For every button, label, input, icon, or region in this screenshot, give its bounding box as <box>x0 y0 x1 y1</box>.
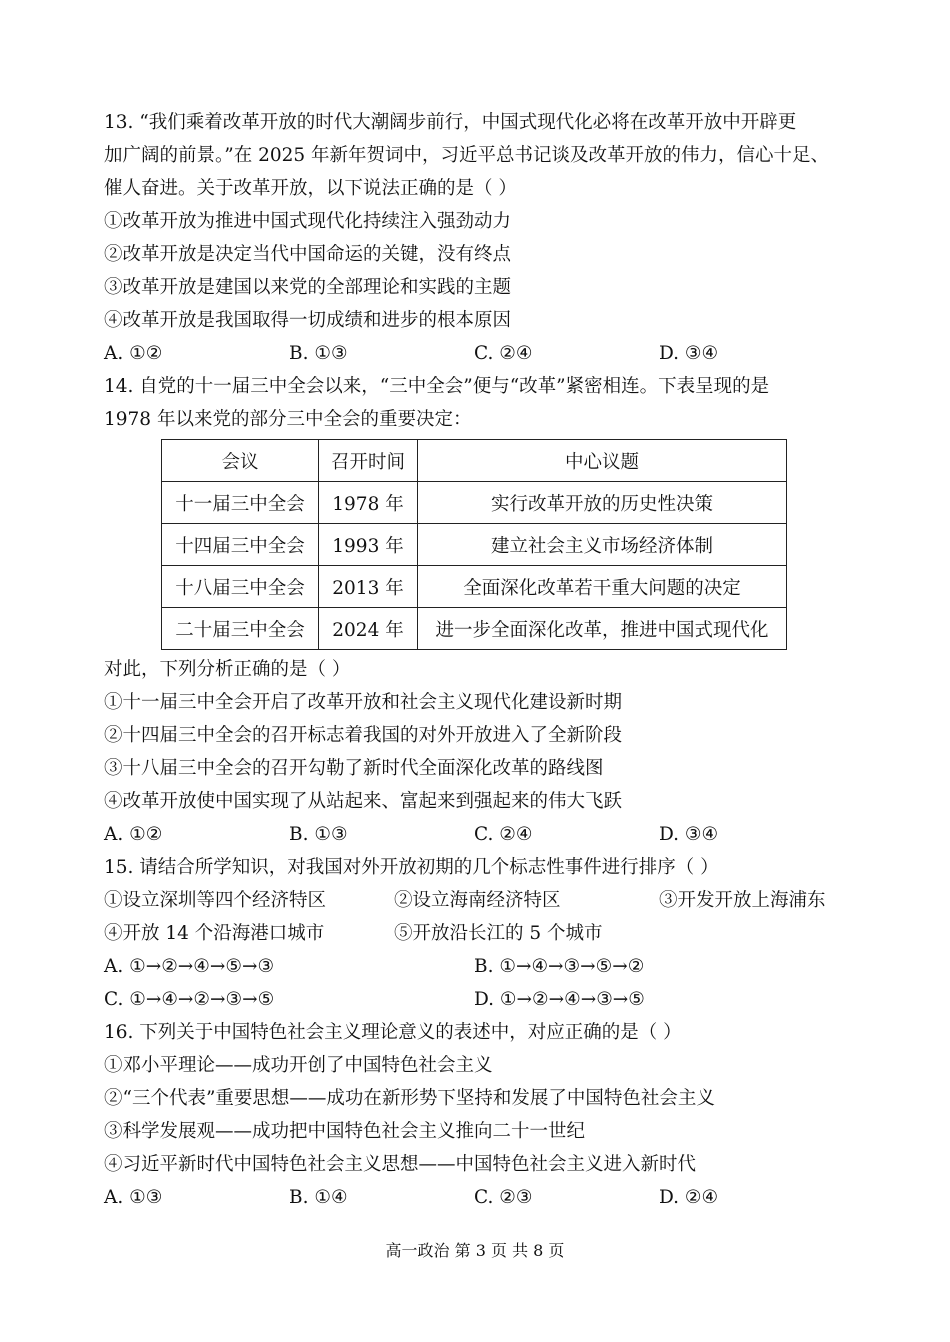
statement-item: ②十四届三中全会的召开标志着我国的对外开放进入了全新阶段 <box>104 725 623 746</box>
statement-item: ①十一届三中全会开启了改革开放和社会主义现代化建设新时期 <box>104 692 623 713</box>
table-cell: 十一届三中全会 <box>162 482 319 524</box>
table-row <box>162 566 787 608</box>
statement-item: ④习近平新时代中国特色社会主义思想——中国特色社会主义进入新时代 <box>104 1154 697 1175</box>
statement-item: ④改革开放使中国实现了从站起来、富起来到强起来的伟大飞跃 <box>104 791 623 812</box>
table-header: 召开时间 <box>319 440 418 482</box>
option-a[interactable]: A. ①② <box>104 343 163 364</box>
table-row <box>162 482 787 524</box>
statement-item: ③十八届三中全会的召开勾勒了新时代全面深化改革的路线图 <box>104 758 604 779</box>
questions-area <box>104 106 844 1214</box>
statement-item: ③改革开放是建国以来党的全部理论和实践的主题 <box>104 277 512 298</box>
table-cell: 建立社会主义市场经济体制 <box>418 524 787 566</box>
question-stem-line: 16. 下列关于中国特色社会主义理论意义的表述中，对应正确的是（ ） <box>104 1022 682 1043</box>
table-cell: 十四届三中全会 <box>162 524 319 566</box>
question-13 <box>104 106 844 370</box>
event-row <box>104 884 844 917</box>
question-stem-line: 13. “我们乘着改革开放的时代大潮阔步前行，中国式现代化必将在改革开放中开辟更 <box>104 112 797 133</box>
statement-item: ③科学发展观——成功把中国特色社会主义推向二十一世纪 <box>104 1121 586 1142</box>
option-b[interactable]: B. ①③ <box>289 343 348 364</box>
table-cell: 1993 年 <box>319 524 418 566</box>
option-d[interactable]: D. ③④ <box>659 824 719 845</box>
table-row <box>162 608 787 650</box>
statement-item: ①邓小平理论——成功开创了中国特色社会主义 <box>104 1055 493 1076</box>
table-cell: 2013 年 <box>319 566 418 608</box>
table-cell: 实行改革开放的历史性决策 <box>418 482 787 524</box>
event-item: ②设立海南经济特区 <box>394 890 561 911</box>
option-d[interactable]: D. ③④ <box>659 343 719 364</box>
answer-options <box>104 950 844 983</box>
statement-item: ①改革开放为推进中国式现代化持续注入强劲动力 <box>104 211 512 232</box>
question-stem-line: 加广阔的前景。”在 2025 年新年贺词中，习近平总书记谈及改革开放的伟力，信心十足、 <box>104 145 830 166</box>
statement-item: ④改革开放是我国取得一切成绩和进步的根本原因 <box>104 310 512 331</box>
option-b[interactable]: B. ①④ <box>289 1187 348 1208</box>
option-b[interactable]: B. ①→④→③→⑤→② <box>474 956 645 977</box>
question-stem-line: 催人奋进。关于改革开放，以下说法正确的是（ ） <box>104 178 517 199</box>
question-stem-line: 14. 自党的十一届三中全会以来，“三中全会”便与“改革”紧密相连。下表呈现的是 <box>104 376 770 397</box>
option-a[interactable]: A. ①→②→④→⑤→③ <box>104 956 275 977</box>
table-cell: 进一步全面深化改革，推进中国式现代化 <box>418 608 787 650</box>
option-d[interactable]: D. ②④ <box>659 1187 719 1208</box>
question-stem-line: 1978 年以来党的部分三中全会的重要决定： <box>104 409 472 430</box>
table-row <box>162 524 787 566</box>
event-item: ③开发开放上海浦东 <box>659 890 826 911</box>
question-15 <box>104 851 844 1016</box>
table-cell: 二十届三中全会 <box>162 608 319 650</box>
question-16 <box>104 1016 844 1214</box>
table-header-row <box>162 440 787 482</box>
option-a[interactable]: A. ①② <box>104 824 163 845</box>
table-cell: 十八届三中全会 <box>162 566 319 608</box>
question-14 <box>104 370 844 851</box>
table-cell: 1978 年 <box>319 482 418 524</box>
question-stem-line: 15. 请结合所学知识，对我国对外开放初期的几个标志性事件进行排序（ ） <box>104 857 719 878</box>
answer-options <box>104 983 844 1016</box>
answer-options <box>104 818 844 851</box>
option-c[interactable]: C. ②④ <box>474 343 533 364</box>
table-cell: 全面深化改革若干重大问题的决定 <box>418 566 787 608</box>
option-c[interactable]: C. ②③ <box>474 1187 533 1208</box>
option-d[interactable]: D. ①→②→④→③→⑤ <box>474 989 645 1010</box>
event-item: ④开放 14 个沿海港口城市 <box>104 923 325 944</box>
event-item: ⑤开放沿长江的 5 个城市 <box>394 923 603 944</box>
answer-options <box>104 1181 844 1214</box>
option-c[interactable]: C. ②④ <box>474 824 533 845</box>
answer-options <box>104 337 844 370</box>
page-footer: 高一政治 第 3 页 共 8 页 <box>385 1241 565 1260</box>
question-prompt: 对此，下列分析正确的是（ ） <box>104 659 351 680</box>
table-header: 中心议题 <box>418 440 787 482</box>
option-b[interactable]: B. ①③ <box>289 824 348 845</box>
table-cell: 2024 年 <box>319 608 418 650</box>
statement-item: ②“三个代表”重要思想——成功在新形势下坚持和发展了中国特色社会主义 <box>104 1088 715 1109</box>
event-item: ①设立深圳等四个经济特区 <box>104 890 327 911</box>
option-c[interactable]: C. ①→④→②→③→⑤ <box>104 989 275 1010</box>
option-a[interactable]: A. ①③ <box>104 1187 163 1208</box>
table-header: 会议 <box>162 440 319 482</box>
statement-item: ②改革开放是决定当代中国命运的关键，没有终点 <box>104 244 512 265</box>
plenum-table <box>161 439 787 650</box>
event-row <box>104 917 844 950</box>
